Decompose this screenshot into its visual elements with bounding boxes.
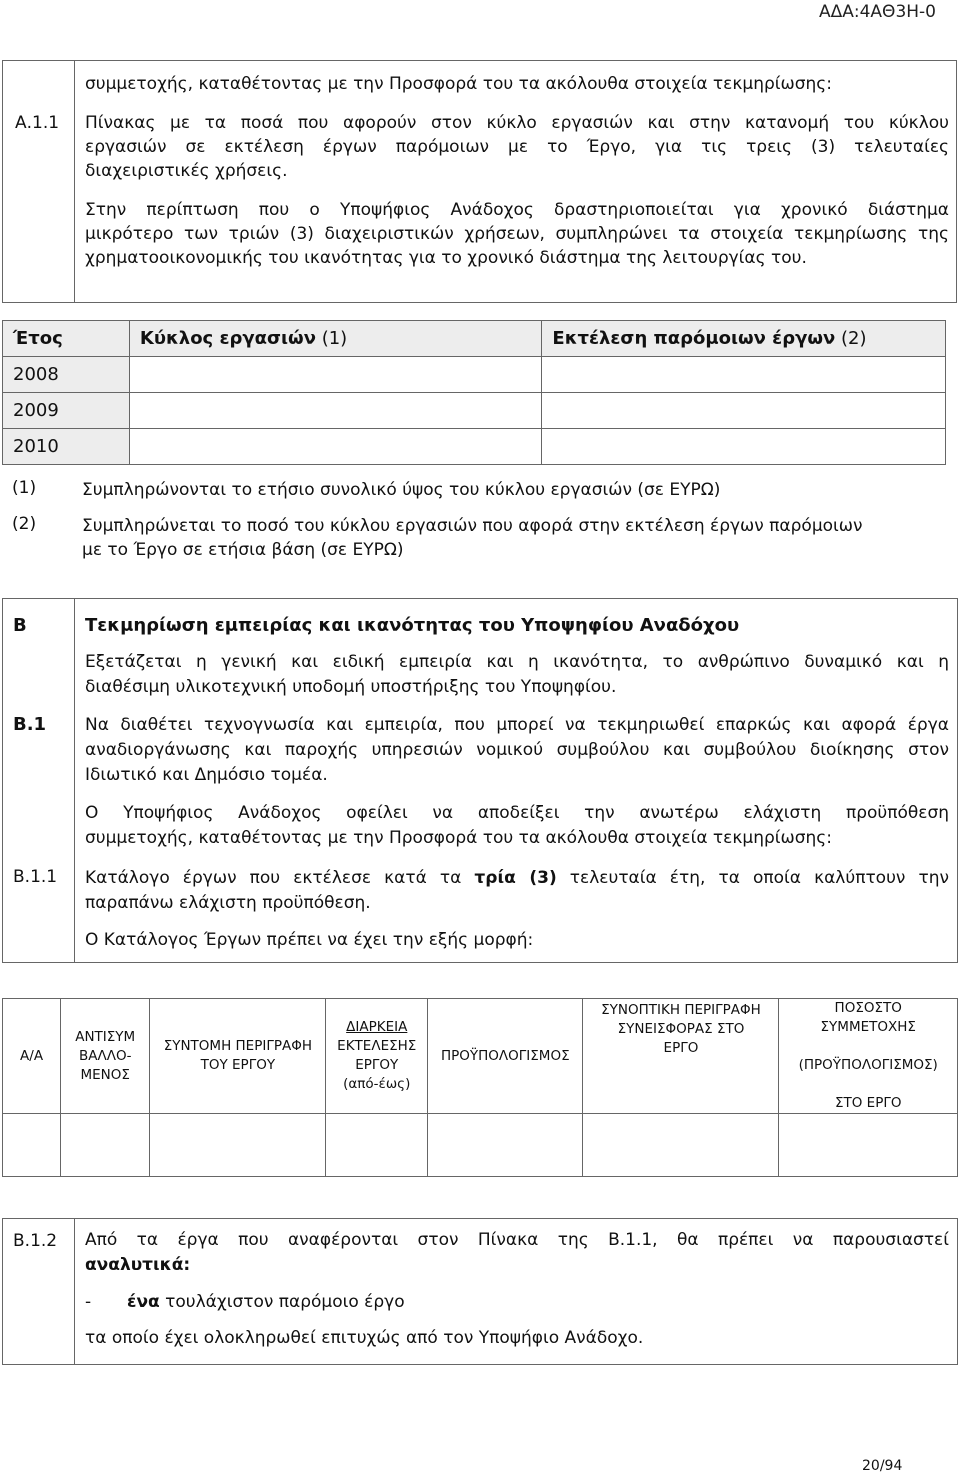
note-text: Συμπληρώνεται το ποσό του κύκλου εργασιών που αφορά στην εκτέλεση έργων παρόμοιων bbox=[82, 516, 863, 536]
similar-cell[interactable] bbox=[542, 393, 946, 429]
catalogue-header-row bbox=[3, 999, 958, 1114]
b1-req-line-1: Ο Υποψήφιος Ανάδοχος οφείλει να αποδείξει την ανωτέρω ελάχιστη προϋπόθεση bbox=[85, 803, 949, 823]
section-b-intro-1: Εξετάζεται η γενική και ειδική εμπειρία και η ικανότητα, το ανθρώπινο δυναμικό και η bbox=[85, 652, 949, 672]
b1-line-1: Να διαθέτει τεχνογνωσία και εμπειρία, που μπορεί να τεκμηριωθεί επαρκώς και αφορά έργα bbox=[85, 715, 949, 735]
turnover-cell[interactable] bbox=[129, 429, 542, 465]
col-aa: Α/Α bbox=[3, 999, 61, 1114]
year-cell: 2008 bbox=[3, 357, 130, 393]
cell[interactable] bbox=[779, 1114, 958, 1177]
col-contribution: ΣΥΝΟΠΤΙΚΗ ΠΕΡΙΓΡΑΦΗ ΣΥΝΕΙΣΦΟΡΑΣ ΣΤΟ ΕΡΓΟ bbox=[583, 999, 779, 1114]
case-line-2: μικρότερο των τριών (3) διαχειριστικών χρήσεων, συμπληρώνει τα στοιχεία τεκμηρίωσης της bbox=[85, 224, 949, 244]
table-row bbox=[3, 357, 946, 393]
cell[interactable] bbox=[3, 1114, 61, 1177]
section-b-box bbox=[2, 598, 958, 963]
b11-line-2: παραπάνω ελάχιστη προϋπόθεση. bbox=[85, 893, 371, 913]
note-text: Συμπληρώνονται το ετήσιο συνολικό ύψος του κύκλου εργασιών (σε ΕΥΡΩ) bbox=[82, 480, 721, 500]
b12-line-1: Από τα έργα που αναφέρονται στον Πίνακα της Β.1.1, θα πρέπει να παρουσιαστεί bbox=[85, 1230, 949, 1250]
catalogue-table bbox=[2, 998, 958, 1177]
table-row bbox=[3, 393, 946, 429]
b12-dash: - bbox=[85, 1292, 92, 1312]
turnover-cell[interactable] bbox=[129, 357, 542, 393]
table-header-row bbox=[3, 321, 946, 357]
header-similar: Εκτέλεση παρόμοιων έργων (2) bbox=[542, 321, 946, 357]
b11-label: Β.1.1 bbox=[13, 867, 58, 887]
note-label: (2) bbox=[12, 514, 37, 534]
section-b12-box bbox=[2, 1218, 958, 1365]
table-row bbox=[3, 429, 946, 465]
year-cell: 2010 bbox=[3, 429, 130, 465]
item-line-3: διαχειριστικές χρήσεις. bbox=[85, 161, 288, 181]
cell[interactable] bbox=[61, 1114, 150, 1177]
document-code: ΑΔΑ:4ΑΘ3Η-0 bbox=[819, 2, 936, 22]
col-client: ΑΝΤΙΣΥΜ ΒΑΛΛΟ- ΜΕΝΟΣ bbox=[61, 999, 150, 1114]
similar-cell[interactable] bbox=[542, 357, 946, 393]
b11-line-1: Κατάλογο έργων που εκτέλεσε κατά τα τρία (3) τελευταία έτη, τα οποία καλύπτουν την bbox=[85, 868, 950, 888]
item-line-2: εργασιών σε εκτέλεση έργων παρόμοιων με το Έργο, για τις τρεις (3) τελευταίες bbox=[85, 137, 949, 157]
page-number: 20/94 bbox=[862, 1458, 903, 1474]
b1-line-2: αναδιοργάνωσης και παροχής υπηρεσιών νομικού συμβούλου και συμβούλου διοίκησης στον bbox=[85, 740, 949, 760]
header-year: Έτος bbox=[3, 321, 130, 357]
header-turnover: Κύκλος εργασιών (1) bbox=[129, 321, 542, 357]
b12-bullet: ένα τουλάχιστον παρόμοιο έργο bbox=[127, 1292, 405, 1312]
case-line-1: Στην περίπτωση που ο Υποψήφιος Ανάδοχος δραστηριοποιείται για χρονικό διάστημα bbox=[85, 200, 949, 220]
col-duration: ΔΙΑΡΚΕΙΑ ΕΚΤΕΛΕΣΗΣ ΕΡΓΟΥ (από-έως) bbox=[326, 999, 428, 1114]
b1-line-3: Ιδιωτικό και Δημόσιο τομέα. bbox=[85, 765, 328, 785]
col-description: ΣΥΝΤΟΜΗ ΠΕΡΙΓΡΑΦΗ ΤΟΥ ΕΡΓΟΥ bbox=[150, 999, 326, 1114]
section-b-intro-2: διαθέσιμη υλικοτεχνική υποδομή υποστήριξης του Υποψηφίου. bbox=[85, 677, 617, 697]
b12-label: Β.1.2 bbox=[13, 1231, 58, 1251]
b1-req-line-2: συμμετοχής, καταθέτοντας με την Προσφορά του τα ακόλουθα στοιχεία τεκμηρίωσης: bbox=[85, 828, 832, 848]
year-cell: 2009 bbox=[3, 393, 130, 429]
b12-line-2: αναλυτικά: bbox=[85, 1255, 191, 1275]
item-label: Α.1.1 bbox=[15, 113, 60, 133]
col-percent: ΠΟΣΟΣΤΟ ΣΥΜΜΕΤΟΧΗΣ (ΠΡΟΫΠΟΛΟΓΙΣΜΟΣ) ΣΤΟ ΕΡΓΟ bbox=[779, 999, 958, 1114]
similar-cell[interactable] bbox=[542, 429, 946, 465]
col-budget: ΠΡΟΫΠΟΛΟΓΙΣΜΟΣ bbox=[428, 999, 583, 1114]
section-a-box bbox=[2, 60, 957, 303]
b11-format: Ο Κατάλογος Έργων πρέπει να έχει την εξής μορφή: bbox=[85, 930, 534, 950]
note-text-cont: με το Έργο σε ετήσια βάση (σε ΕΥΡΩ) bbox=[82, 540, 404, 560]
cell[interactable] bbox=[150, 1114, 326, 1177]
case-line-3: χρηματοοικονομικής του ικανότητας για το χρονικό διάστημα της λειτουργίας του. bbox=[85, 248, 807, 268]
turnover-cell[interactable] bbox=[129, 393, 542, 429]
section-b-label: Β bbox=[13, 615, 27, 636]
cell[interactable] bbox=[326, 1114, 428, 1177]
b1-label: Β.1 bbox=[13, 714, 47, 735]
cell[interactable] bbox=[583, 1114, 779, 1177]
item-line-1: Πίνακας με τα ποσά που αφορούν στον κύκλο εργασιών και στην κατανομή του κύκλου bbox=[85, 113, 949, 133]
b12-line-4: τα οποίο έχει ολοκληρωθεί επιτυχώς από τον Υποψήφιο Ανάδοχο. bbox=[85, 1328, 644, 1348]
cell[interactable] bbox=[428, 1114, 583, 1177]
turnover-table bbox=[2, 320, 946, 465]
catalogue-empty-row bbox=[3, 1114, 958, 1177]
note-label: (1) bbox=[12, 478, 37, 498]
section-b-title: Τεκμηρίωση εμπειρίας και ικανότητας του Υποψηφίου Αναδόχου bbox=[85, 615, 740, 636]
intro-line: συμμετοχής, καταθέτοντας με την Προσφορά του τα ακόλουθα στοιχεία τεκμηρίωσης: bbox=[85, 74, 832, 94]
